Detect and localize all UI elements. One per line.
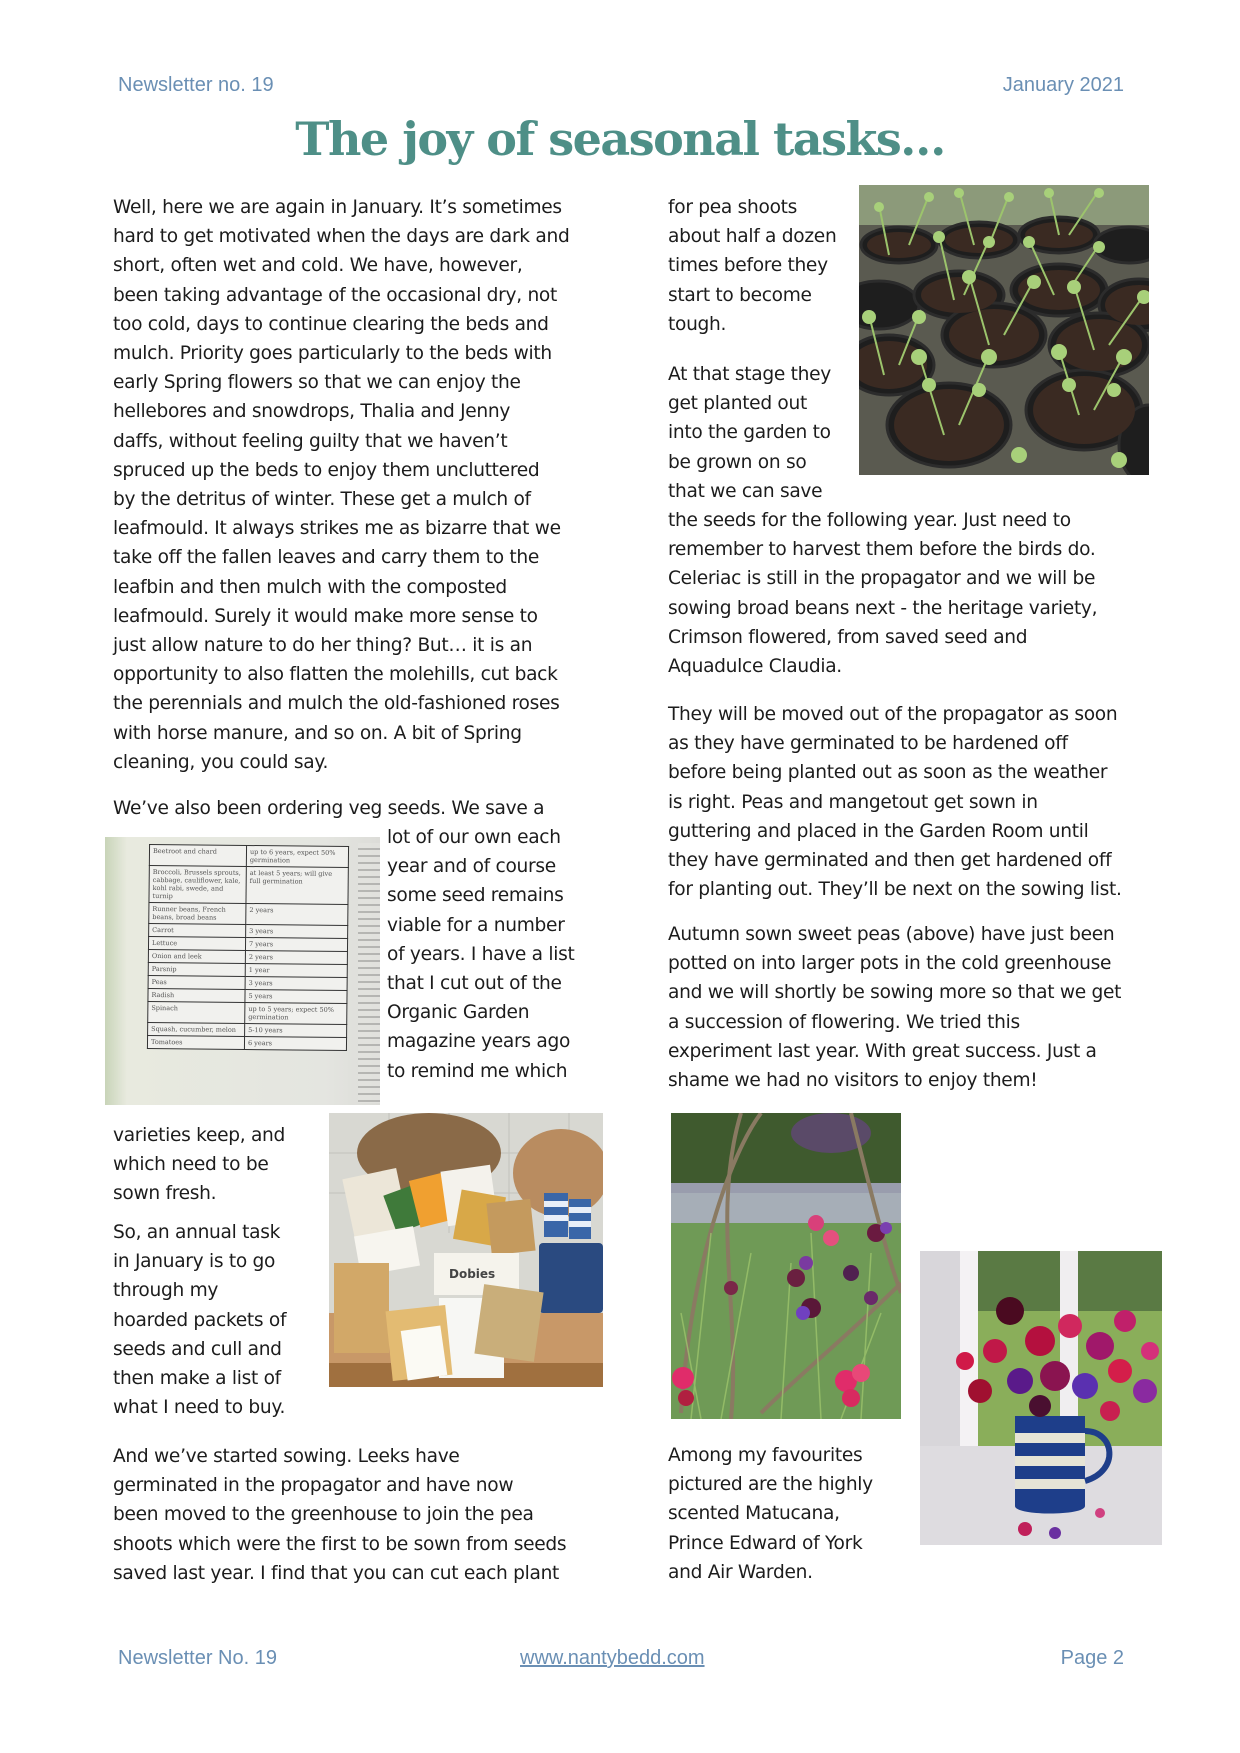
viability-cell: 1 year xyxy=(245,963,347,977)
text-line: the perennials and mulch the old-fashioned roses xyxy=(113,693,560,715)
crop-cell: Radish xyxy=(148,988,245,1002)
text-line: shame we had no visitors to enjoy them! xyxy=(668,1070,1038,1092)
text-line: guttering and placed in the Garden Room until xyxy=(668,820,1089,842)
text-line: varieties keep, and xyxy=(113,1125,286,1146)
text-line: shoots which were the first to be sown from seeds xyxy=(113,1533,567,1555)
text-line: Crimson flowered, from saved seed and xyxy=(668,626,1028,648)
text-line: and Air Warden. xyxy=(668,1561,813,1583)
right-paragraph-2-wrap xyxy=(668,360,831,506)
text-line: potted on into larger pots in the cold greenhouse xyxy=(668,953,1112,975)
text-line: some seed remains xyxy=(387,885,564,907)
text-line: into the garden to xyxy=(668,422,831,444)
text-line: they have germinated and then get hardened off xyxy=(668,850,1112,872)
website-link[interactable]: www.nantybedd.com xyxy=(520,1647,705,1669)
text-line: Autumn sown sweet peas (above) have just been xyxy=(668,924,1115,945)
text-line: So, an annual task xyxy=(113,1222,281,1243)
crop-cell: Onion and leek xyxy=(148,949,245,963)
text-line: leafmould. It always strikes me as bizarre that we xyxy=(113,518,561,540)
text-line: Organic Garden xyxy=(387,1002,530,1024)
text-line: the seeds for the following year. Just need to xyxy=(668,510,1071,531)
crop-cell: Broccoli, Brussels sprouts, cabbage, cauliflower, kale, kohl rabi, swede, and turnip xyxy=(149,865,246,903)
text-line: is right. Peas and mangetout get sown in xyxy=(668,791,1038,813)
text-line: be grown on so xyxy=(668,451,807,473)
text-line: early Spring flowers so that we can enjoy the xyxy=(113,372,521,394)
text-line: remember to harvest them before the birds do. xyxy=(668,539,1096,561)
viability-cell: 3 years xyxy=(245,976,347,990)
text-line: sowing broad beans next - the heritage variety, xyxy=(668,597,1098,619)
crop-cell: Beetroot and chard xyxy=(149,844,246,866)
seed-viability-table-photo xyxy=(105,837,380,1105)
text-line: in January is to go xyxy=(113,1251,276,1273)
table-row xyxy=(149,902,348,925)
table-row xyxy=(149,865,348,904)
text-line: They will be moved out of the propagator as soon xyxy=(668,704,1118,725)
text-line: And we’ve started sowing. Leeks have xyxy=(113,1446,460,1467)
text-line: experiment last year. With great success. Just a xyxy=(668,1040,1097,1062)
text-line: by the detritus of winter. These get a mulch of xyxy=(113,489,531,511)
viability-cell: 6 years xyxy=(244,1036,346,1050)
left-paragraph-2-end xyxy=(113,1121,285,1209)
pea-shoots-photo xyxy=(859,185,1149,475)
text-line: Celeriac is still in the propagator and we will be xyxy=(668,568,1096,590)
pea-shoots-illustration xyxy=(859,185,1149,475)
text-line: then make a list of xyxy=(113,1368,281,1390)
magazine-margin-text xyxy=(358,843,380,1103)
viability-cell: up to 6 years, expect 50% germination xyxy=(246,845,348,867)
seed-viability-table xyxy=(147,844,349,1051)
text-line: hard to get motivated when the days are dark and xyxy=(113,226,570,248)
text-line: for planting out. They’ll be next on the sowing list. xyxy=(668,879,1122,901)
text-line: scented Matucana, xyxy=(668,1503,840,1525)
right-paragraph-3 xyxy=(668,700,1122,904)
text-line: that I cut out of the xyxy=(387,973,562,995)
text-line: cleaning, you could say. xyxy=(113,751,329,773)
text-line: magazine years ago xyxy=(387,1031,571,1053)
text-line: hoarded packets of xyxy=(113,1309,287,1331)
text-line: and we will shortly be sowing more so that we get xyxy=(668,982,1122,1004)
text-line: At that stage they xyxy=(668,364,831,385)
text-line: through my xyxy=(113,1280,219,1302)
text-line: which need to be xyxy=(113,1154,269,1176)
seed-packets-illustration xyxy=(329,1113,603,1387)
viability-cell: 7 years xyxy=(245,937,347,951)
crop-cell: Peas xyxy=(148,975,245,989)
text-line: to remind me which xyxy=(387,1060,568,1082)
crop-cell: Spinach xyxy=(148,1001,245,1023)
sweet-peas-jug-photo xyxy=(920,1251,1162,1545)
left-paragraph-2-wrap xyxy=(387,823,574,1086)
left-paragraph-3 xyxy=(113,1218,286,1422)
text-line: year and of course xyxy=(387,856,556,878)
text-line: spruced up the beds to enjoy them uncluttered xyxy=(113,459,540,481)
text-line: Aquadulce Claudia. xyxy=(668,656,842,678)
table-row xyxy=(147,1035,346,1050)
text-line: seeds and cull and xyxy=(113,1338,282,1360)
text-line: pictured are the highly xyxy=(668,1474,873,1496)
header-date: January 2021 xyxy=(1002,74,1124,96)
table-row xyxy=(149,844,348,867)
text-line: for pea shoots xyxy=(668,197,798,218)
viability-cell: up to 5 years; expect 50% germination xyxy=(245,1002,347,1024)
text-line: what I need to buy. xyxy=(113,1397,286,1419)
text-line: We’ve also been ordering veg seeds. We save a xyxy=(113,798,545,819)
right-paragraph-4 xyxy=(668,920,1121,1095)
viability-cell: 5 years xyxy=(245,989,347,1003)
page-title: The joy of seasonal tasks… xyxy=(295,112,945,166)
text-line: take off the fallen leaves and carry them to the xyxy=(113,547,540,569)
text-line: that we can save xyxy=(668,480,823,502)
text-line: before being planted out as soon as the weather xyxy=(668,762,1108,784)
text-line: been taking advantage of the occasional dry, not xyxy=(113,284,557,306)
sweet-peas-garden-photo xyxy=(671,1113,901,1419)
text-line: start to become xyxy=(668,284,812,306)
text-line: sown fresh. xyxy=(113,1183,217,1205)
text-line: tough. xyxy=(668,313,727,335)
crop-cell: Parsnip xyxy=(148,962,245,976)
text-line: Prince Edward of York xyxy=(668,1532,863,1554)
crop-cell: Lettuce xyxy=(148,936,245,950)
sweet-peas-jug-illustration xyxy=(920,1251,1162,1545)
photo-caption xyxy=(668,1441,873,1587)
crop-cell: Runner beans, French beans, broad beans xyxy=(149,902,246,924)
table-row xyxy=(148,1001,347,1024)
svg-text:Dobies: Dobies xyxy=(449,1267,496,1281)
viability-cell: 2 years xyxy=(246,903,348,925)
viability-cell: 5-10 years xyxy=(245,1023,347,1037)
left-paragraph-4 xyxy=(113,1442,566,1588)
text-line: Well, here we are again in January. It’s sometimes xyxy=(113,197,562,218)
viability-cell: 2 years xyxy=(245,950,347,964)
text-line: been moved to the greenhouse to join the pea xyxy=(113,1504,534,1526)
text-line: saved last year. I find that you can cut each plant xyxy=(113,1562,560,1584)
text-line: germinated in the propagator and have now xyxy=(113,1475,514,1497)
text-line: leafbin and then mulch with the composted xyxy=(113,576,507,598)
text-line: times before they xyxy=(668,255,828,277)
text-line: get planted out xyxy=(668,393,807,415)
viability-cell: at least 5 years; will give full germination xyxy=(246,866,348,904)
text-line: leafmould. Surely it would make more sense to xyxy=(113,605,538,627)
seed-packets-photo xyxy=(329,1113,603,1387)
text-line: viable for a number xyxy=(387,914,565,936)
right-paragraph-2-full xyxy=(668,506,1097,681)
crop-cell: Tomatoes xyxy=(147,1035,244,1049)
text-line: Among my favourites xyxy=(668,1445,863,1466)
text-line: a succession of flowering. We tried this xyxy=(668,1011,1020,1033)
left-paragraph-2-first-line xyxy=(113,794,544,823)
text-line: as they have germinated to be hardened off xyxy=(668,733,1068,755)
text-line: just allow nature to do her thing? But… it is an xyxy=(113,635,533,657)
viability-cell: 3 years xyxy=(246,924,348,938)
text-line: short, often wet and cold. We have, however, xyxy=(113,255,523,277)
crop-cell: Carrot xyxy=(149,923,246,937)
text-line: about half a dozen xyxy=(668,226,837,248)
text-line: opportunity to also flatten the molehills, cut back xyxy=(113,664,558,686)
text-line: of years. I have a list xyxy=(387,943,575,965)
footer-newsletter-number: Newsletter No. 19 xyxy=(118,1647,277,1669)
text-line: mulch. Priority goes particularly to the beds with xyxy=(113,343,552,365)
page-number: Page 2 xyxy=(1060,1647,1124,1669)
crop-cell: Squash, cucumber, melon xyxy=(148,1022,245,1036)
text-line: too cold, days to continue clearing the beds and xyxy=(113,313,549,335)
text-line: with horse manure, and so on. A bit of Spring xyxy=(113,722,522,744)
text-line: daffs, without feeling guilty that we haven’t xyxy=(113,430,508,452)
header-newsletter-number: Newsletter no. 19 xyxy=(118,74,274,96)
sweet-peas-garden-illustration xyxy=(671,1113,901,1419)
text-line: lot of our own each xyxy=(387,827,561,848)
right-paragraph-1 xyxy=(668,193,836,339)
text-line: hellebores and snowdrops, Thalia and Jenny xyxy=(113,401,511,423)
left-paragraph-1 xyxy=(113,193,569,777)
